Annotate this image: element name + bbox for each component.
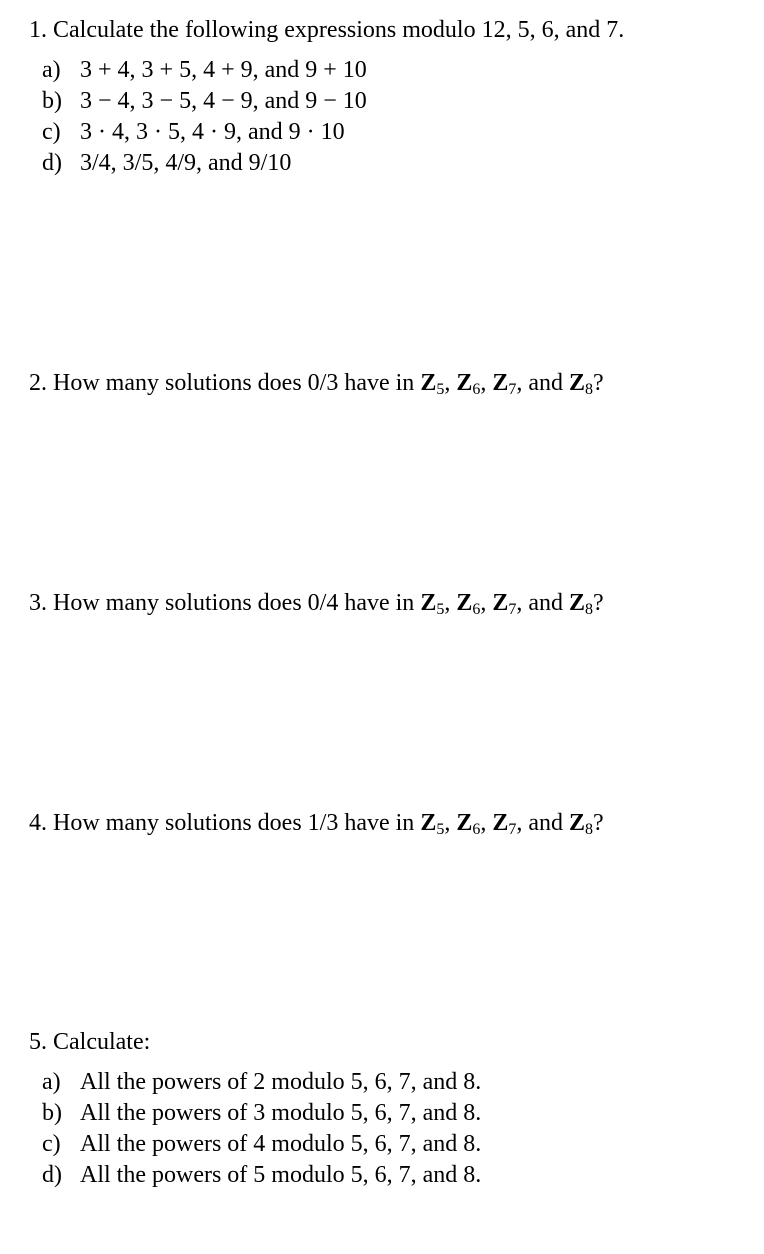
- part-label: b): [42, 1100, 62, 1126]
- problem-5-parts: [42, 1067, 481, 1191]
- part-text: 3 − 4, 3 − 5, 4 − 9, and 9 − 10: [80, 88, 367, 114]
- z-set-5: $Z_5$: [420, 370, 445, 398]
- problem-5-statement: [29, 1027, 150, 1058]
- problem-text: How many solutions does 0/4 have in: [53, 590, 415, 616]
- problem-text: How many solutions does 0/3 have in: [53, 370, 415, 396]
- problem-5-part-b: [42, 1098, 481, 1129]
- part-text: All the powers of 2 modulo 5, 6, 7, and 8.: [80, 1069, 482, 1095]
- z-set-6: $Z_6$: [456, 590, 481, 618]
- part-label: b): [42, 88, 62, 114]
- problem-3-statement: 3. How many solutions does 0/4 have in $Z_5$, $Z_6$, $Z_7$, and $Z_8$?: [29, 590, 604, 618]
- problem-1-part-a: [42, 55, 367, 86]
- problem-number: 5.: [29, 1029, 47, 1055]
- part-label: d): [42, 1162, 62, 1188]
- part-label: a): [42, 1069, 61, 1095]
- part-text: 3/4, 3/5, 4/9, and 9/10: [80, 150, 292, 176]
- z-set-5: $Z_5$: [420, 810, 445, 838]
- problem-number: 2.: [29, 370, 47, 396]
- z-set-7: $Z_7$: [492, 590, 517, 618]
- conjunction: and: [528, 370, 564, 396]
- problem-text: Calculate the following expressions modulo 12, 5, 6, and 7.: [53, 17, 625, 43]
- problem-1-part-c: [42, 117, 367, 148]
- problem-5-part-a: [42, 1067, 481, 1098]
- z-set-8: $Z_8$: [569, 370, 594, 398]
- part-label: d): [42, 150, 62, 176]
- part-label: a): [42, 57, 61, 83]
- problem-5-part-c: [42, 1129, 481, 1160]
- part-text: All the powers of 4 modulo 5, 6, 7, and 8.: [80, 1131, 482, 1157]
- z-set-5: $Z_5$: [420, 590, 445, 618]
- part-text: All the powers of 5 modulo 5, 6, 7, and 8.: [80, 1162, 482, 1188]
- problem-number: 3.: [29, 590, 47, 616]
- problem-number: 1.: [29, 17, 47, 43]
- z-set-8: $Z_8$: [569, 810, 594, 838]
- problem-1-part-d: [42, 148, 367, 179]
- conjunction: and: [528, 810, 564, 836]
- question-mark: ?: [593, 370, 604, 396]
- problem-text: How many solutions does 1/3 have in: [53, 810, 415, 836]
- z-set-6: $Z_6$: [456, 370, 481, 398]
- problem-1-statement: [29, 15, 624, 46]
- question-mark: ?: [593, 590, 604, 616]
- part-label: c): [42, 119, 61, 145]
- problem-1-part-b: [42, 86, 367, 117]
- z-set-7: $Z_7$: [492, 810, 517, 838]
- part-text: All the powers of 3 modulo 5, 6, 7, and 8.: [80, 1100, 482, 1126]
- z-set-8: $Z_8$: [569, 590, 594, 618]
- part-text: 3 · 4, 3 · 5, 4 · 9, and 9 · 10: [80, 119, 345, 145]
- z-set-6: $Z_6$: [456, 810, 481, 838]
- problem-4-statement: 4. How many solutions does 1/3 have in $Z_5$, $Z_6$, $Z_7$, and $Z_8$?: [29, 810, 604, 838]
- problem-text: Calculate:: [53, 1029, 151, 1055]
- problem-2-statement: 2. How many solutions does 0/3 have in $Z_5$, $Z_6$, $Z_7$, and $Z_8$?: [29, 370, 604, 398]
- conjunction: and: [528, 590, 564, 616]
- problem-1-parts: [42, 55, 367, 179]
- problem-5-part-d: [42, 1160, 481, 1191]
- problem-number: 4.: [29, 810, 47, 836]
- part-text: 3 + 4, 3 + 5, 4 + 9, and 9 + 10: [80, 57, 367, 83]
- part-label: c): [42, 1131, 61, 1157]
- question-mark: ?: [593, 810, 604, 836]
- z-set-7: $Z_7$: [492, 370, 517, 398]
